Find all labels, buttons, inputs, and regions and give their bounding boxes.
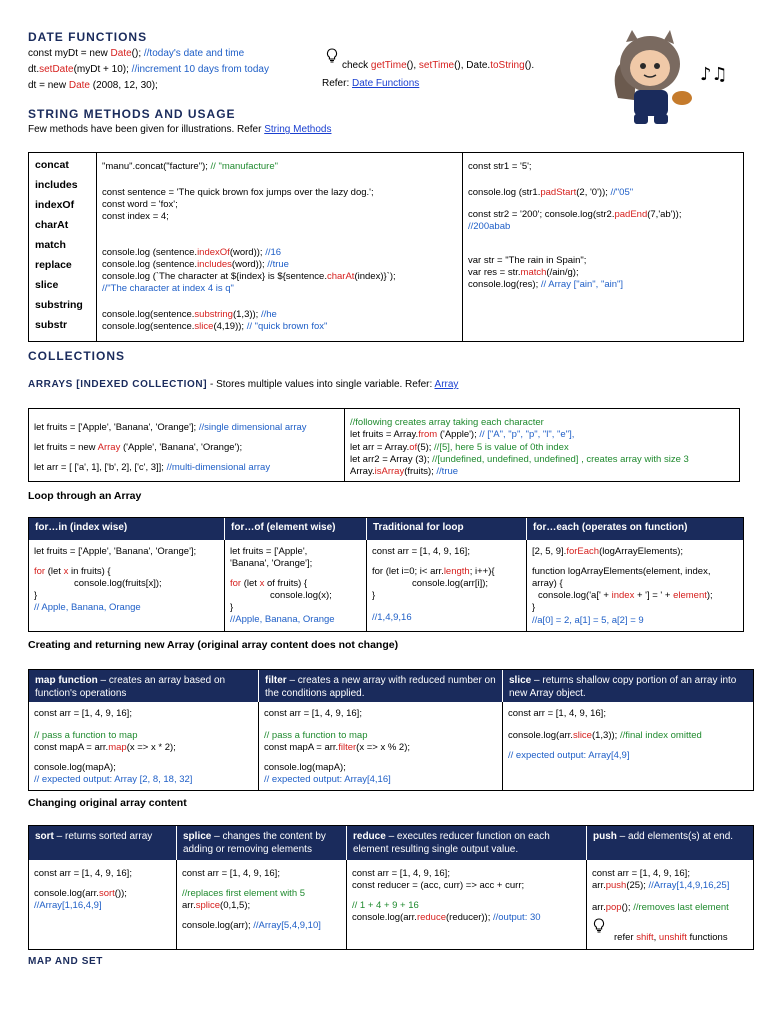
arrays-intro: ARRAYS [INDEXED COLLECTION] - Stores multiple values into single variable. Refer: Array [28,379,459,390]
svg-text:♪♫: ♪♫ [700,64,728,85]
string-intro: Few methods have been given for illustrations. Refer String Methods [28,124,332,135]
filter-cell: const arr = [1, 4, 9, 16]; // pass a function to map const mapA = arr.filter(x => x % 2); console.log(mapA); // expected output: Array[4,16] [259,702,503,790]
string-method-substr: substr [35,319,68,331]
string-method-includes: includes [35,179,78,191]
string-methods-heading: STRING METHODS AND USAGE [28,107,236,121]
date-functions-heading: DATE FUNCTIONS [28,30,148,44]
reduce-cell: const arr = [1, 4, 9, 16]; const reducer = (acc, curr) => acc + curr; // 1 + 4 + 9 + 16 console.log(arr.reduce(reducer)); //output: 30 [347,860,587,949]
string-method-concat: concat [35,159,69,171]
push-cell: const arr = [1, 4, 9, 16]; arr.push(25); //Array[1,4,9,16,25] arr.pop(); //removes last element refer shift, unshift functions [592,868,730,943]
change-array-header-row: sort – returns sorted array splice – changes the content by adding or removing elements reduce – executes reducer function on each element resulting single output value. push – add elements(s) at end. [29,826,753,860]
for-of-cell: let fruits = ['Apple', 'Banana', 'Orange']; for (let x of fruits) { console.log(x); } //Apple, Banana, Orange [225,540,367,631]
astro-mascot-illustration [608,28,732,128]
for-in-cell: let fruits = ['Apple', 'Banana', 'Orange']; for (let x in fruits) { console.log(fruits[x]); } // Apple, Banana, Orange [29,540,225,631]
new-array-table [28,669,754,791]
change-array-heading: Changing original array content [28,797,187,809]
string-method-charat: charAt [35,219,69,231]
slice-cell: const arr = [1, 4, 9, 16]; console.log(arr.slice(1,3)); //final index omitted // expected output: Array[4,9] [508,708,702,761]
loop-table [28,517,744,632]
new-array-header-row: map function – creates an array based on function's operations filter – creates a new array with reduced number on the conditions applied. slice – returns shallow copy portion of an array into new Array object. [29,670,753,702]
loop-heading: Loop through an Array [28,490,142,502]
string-examples-left: "manu".concat("facture"); // "manufacture" const sentence = 'The quick brown fox jumps over the lazy dog.'; const word = 'fox'; const index = 4; console.log (sentence.indexOf(word)); //16 console.log (sentence.includes(word)); //true console.log (`The character at ${index} is ${sentence.charAt(index)}`); //"The character at index 4 is q" console.log(sentence.substring(1,3)); //he console.log(sentence.slice(4,19)); // "quick brown fox" [97,153,463,341]
string-method-match: match [35,239,66,251]
loop-header-row: for…in (index wise) for…of (element wise) Traditional for loop for…each (operates on function) [29,518,743,540]
string-method-names [29,153,97,341]
string-method-indexof: indexOf [35,199,75,211]
date-line-2: dt.setDate(myDt + 10); //increment 10 days from today [28,64,269,75]
map-set-heading: MAP AND SET [28,956,103,967]
collections-heading: COLLECTIONS [28,349,125,363]
string-methods-link[interactable]: String Methods [264,124,332,135]
arrays-right: //following creates array taking each character let fruits = Array.from ('Apple'); // ["A", "p", "p", "l", "e"], let arr = Array.of(5); //[5], here 5 is value of 0th index let arr2 = Array (3); //[undefined, undefined, undefined] , creates array with size 3 Array.isArray(fruits); //true [350,417,689,478]
sort-cell: const arr = [1, 4, 9, 16]; console.log(arr.sort()); //Array[1,16,4,9] [29,860,177,949]
lightbulb-icon [593,918,605,934]
date-line-1: const myDt = new Date(); //today's date and time [28,48,245,59]
traditional-for-cell: const arr = [1, 4, 9, 16]; for (let i=0; i< arr.length; i++){ console.log(arr[i]); } //1,4,9,16 [367,540,527,631]
string-method-slice: slice [35,279,59,291]
array-link[interactable]: Array [434,379,459,390]
string-method-substring: substring [35,299,83,311]
date-refer: Refer: Date Functions [322,78,420,89]
splice-cell: const arr = [1, 4, 9, 16]; //replaces first element with 5 arr.splice(0,1,5); console.log(arr); //Array[5,4,9,10] [177,860,347,949]
string-methods-table [28,152,744,342]
map-cell: const arr = [1, 4, 9, 16]; // pass a function to map const mapA = arr.map(x => x * 2); console.log(mapA); // expected output: Array [2, 8, 18, 32] [29,702,259,790]
string-examples-right: const str1 = '5'; console.log (str1.padStart(2, '0')); //"05" const str2 = '200'; console.log(str2.padEnd(7,'ab')); //200abab var str = "The rain in Spain"; var res = str.match(/ain/g); console.log(res); // Array ["ain", "ain"] [468,161,682,291]
change-array-table [28,825,754,950]
date-tip: check getTime(), setTime(), Date.toString(). [342,60,535,71]
arrays-left: let fruits = ['Apple', 'Banana', 'Orange']; //single dimensional array let fruits = new Array ('Apple', 'Banana', 'Orange'); let arr = [ ['a', 1], ['b', 2], ['c', 3]]; //multi-dimensional array [29,409,345,481]
lightbulb-icon [326,48,338,64]
new-array-heading: Creating and returning new Array (original array content does not change) [28,639,399,651]
date-line-3: dt = new Date (2008, 12, 30); [28,80,158,91]
string-method-replace: replace [35,259,72,271]
date-functions-link[interactable]: Date Functions [352,78,420,89]
arrays-table [28,408,740,482]
for-each-cell: [2, 5, 9].forEach(logArrayElements); function logArrayElements(element, index, array) { console.log('a[' + index + '] = ' + element); } //a[0] = 2, a[1] = 5, a[2] = 9 [532,546,713,626]
